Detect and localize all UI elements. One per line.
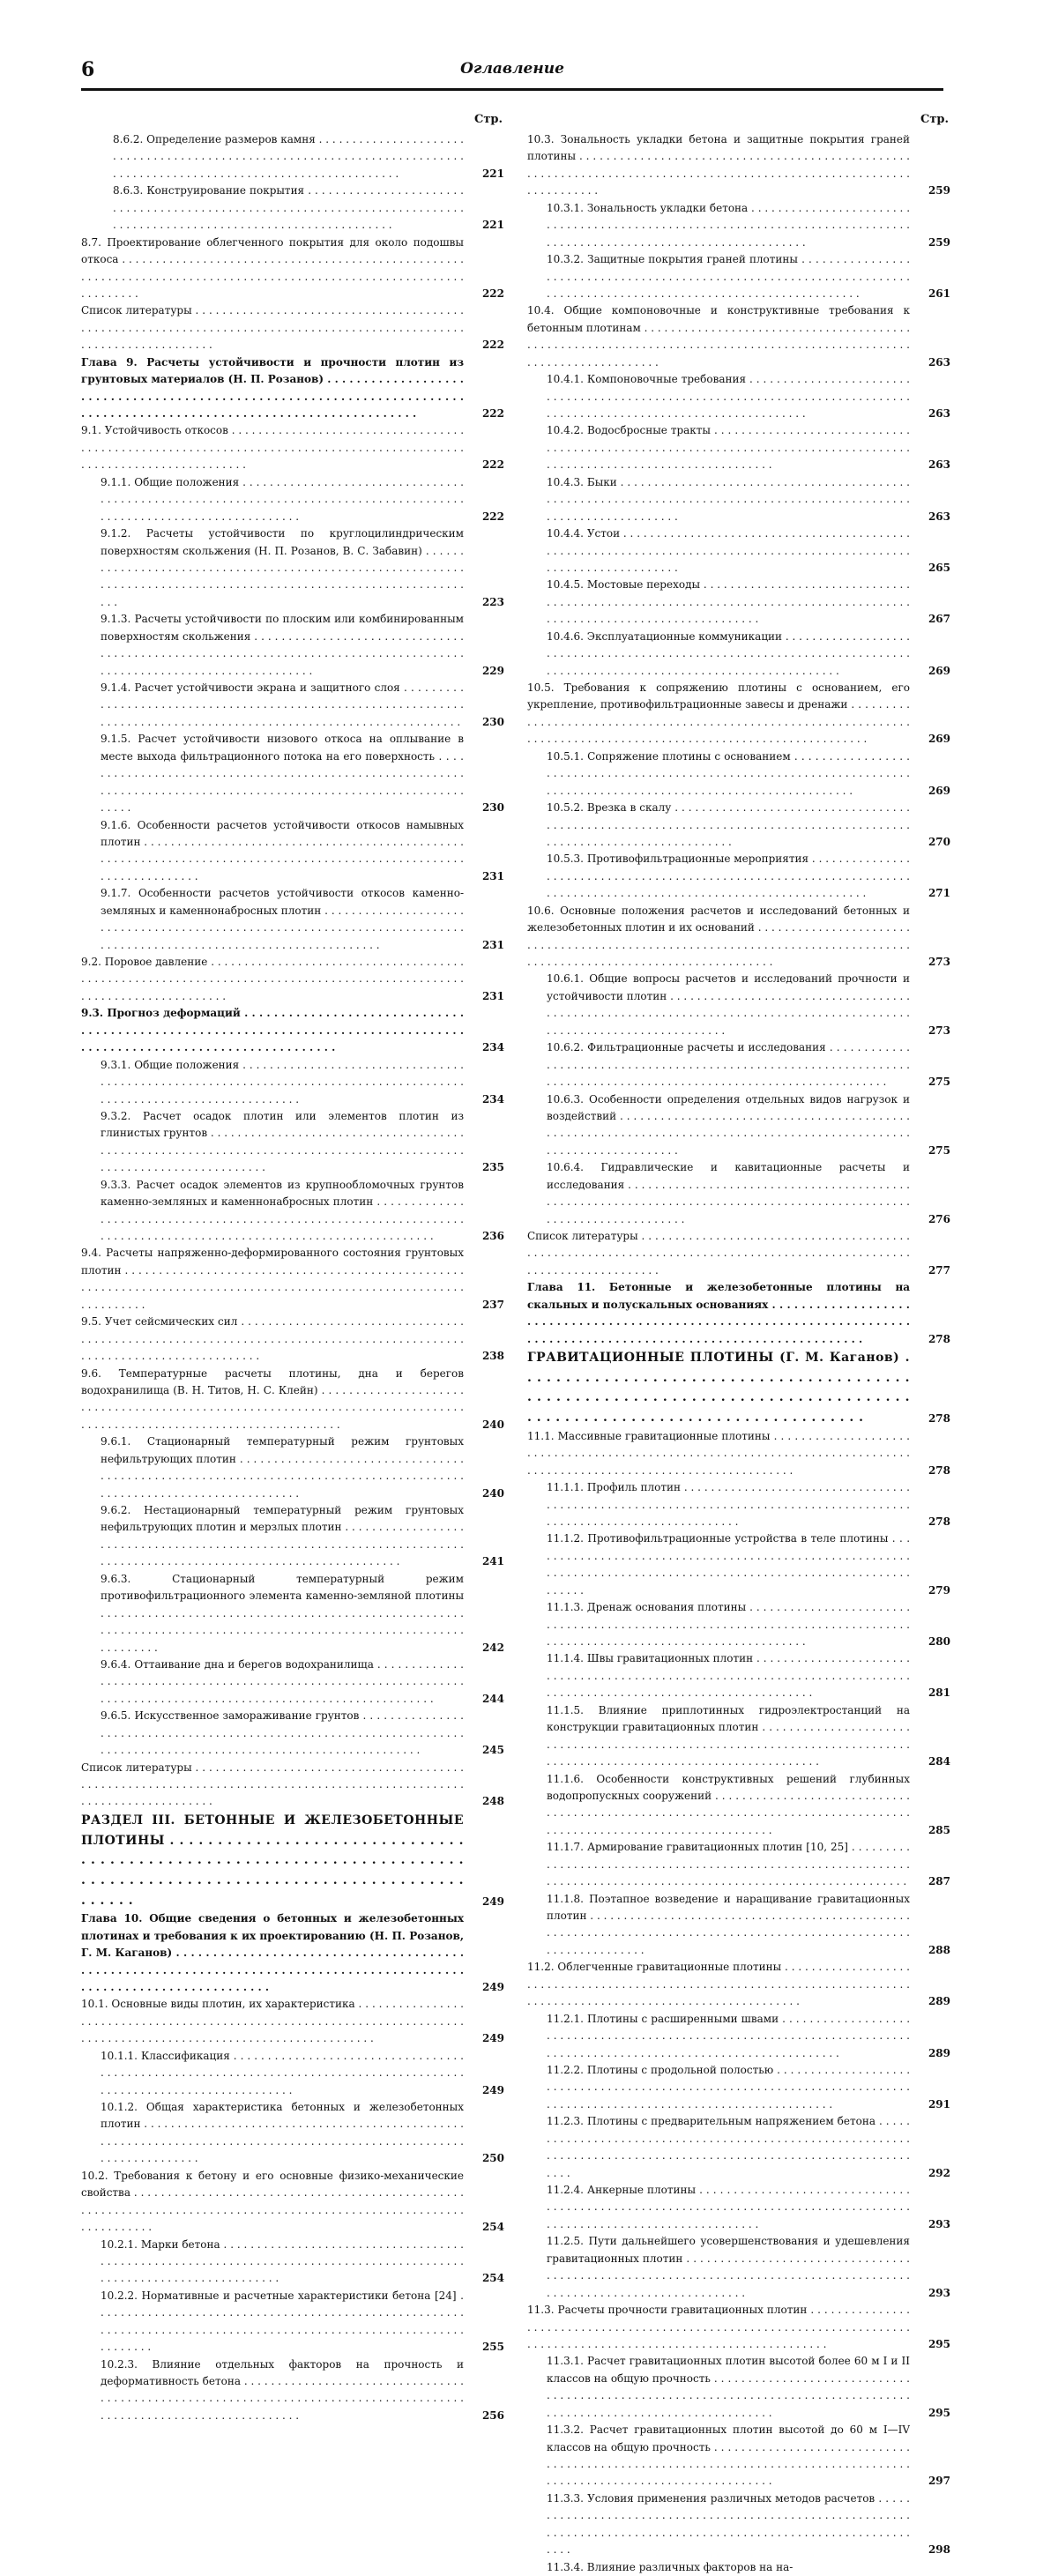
toc-entry-title: 11.1.7. Армирование гравитационных плотин [10, 25] . . . — [547, 1839, 910, 1890]
toc-entry-page: 223 — [481, 595, 504, 608]
toc-entry — [81, 1502, 504, 1571]
toc-entry-page: 249 — [481, 1895, 504, 1908]
toc-entry-title: 10.6. Основные положения расчетов и исследований бетонных и железобетонных плотин и их оснований . . . — [527, 903, 910, 972]
toc-entry — [81, 182, 504, 234]
toc-entry — [527, 474, 950, 525]
toc-entry-title: 11.1.2. Противофильтрационные устройства в теле плотины . . . — [547, 1530, 910, 1599]
toc-entry-title: 9.2. Поровое давление . . . — [81, 954, 464, 1005]
toc-entry-title: 10.4.2. Водосбросные тракты . . . — [547, 422, 910, 473]
toc-entry-page: 241 — [481, 1555, 504, 1568]
toc-entry-title: 10.6.1. Общие вопросы расчетов и исследований прочности и устойчивости плотин . . . — [547, 971, 910, 1039]
toc-entry — [527, 680, 950, 748]
toc-entry — [527, 1348, 950, 1428]
toc-entry-page: 234 — [481, 1041, 504, 1054]
header-rule — [81, 88, 943, 91]
toc-entry — [527, 2062, 950, 2113]
toc-entry-page: 231 — [481, 989, 504, 1002]
toc-entry — [527, 2490, 950, 2559]
toc-entry-page: 269 — [928, 784, 950, 797]
toc-entry-page: 222 — [481, 287, 504, 300]
toc-entry-title: 10.4. Общие компоновочные и конструктивные требования к бетонным плотинам . . . — [527, 302, 910, 371]
toc-entry-page: 237 — [481, 1298, 504, 1311]
toc-entry-title: 10.1.2. Общая характеристика бетонных и железобетонных плотин . . . — [101, 2099, 464, 2168]
toc-entry — [81, 1245, 504, 1314]
toc-entry-page: 222 — [481, 407, 504, 420]
toc-entry-title: Глава 10. Общие сведения о бетонных и железобетонных плотинах и требования к их проектированию (Н. П. Розанов, Г. М. Каганов) . . . — [81, 1910, 464, 1996]
toc-entry-page: 280 — [928, 1635, 950, 1648]
toc-entry — [527, 525, 950, 577]
toc-entry — [81, 1366, 504, 1434]
toc-entry-title: 10.4.4. Устои . . . — [547, 525, 910, 577]
toc-entry-title: 11.1.8. Поэтапное возведение и наращивание гравитационных плотин . . . — [547, 1891, 910, 1960]
toc-entry-page: 231 — [481, 938, 504, 951]
toc-entry-page: 222 — [481, 510, 504, 523]
toc-entry-title: РАЗДЕЛ III. БЕТОННЫЕ И ЖЕЛЕЗОБЕТОННЫЕ ПЛОТИНЫ . . . — [81, 1811, 464, 1910]
toc-entry-page: 254 — [481, 2272, 504, 2285]
toc-entry — [527, 800, 950, 851]
toc-entry-page: 263 — [928, 407, 950, 420]
page-number: 6 — [81, 58, 95, 81]
toc-entry-title: 10.1.1. Классификация . . . — [101, 2048, 464, 2099]
toc-entry-page: 230 — [481, 801, 504, 815]
toc-entry-page: 269 — [928, 733, 950, 746]
toc-entry-title: Список литературы . . . — [527, 1228, 910, 1279]
toc-entry — [81, 1811, 504, 1910]
toc-entry — [81, 354, 504, 423]
toc-entry — [527, 1228, 950, 1279]
toc-entry-title: 11.3.4. Влияние различных факторов на на- — [547, 2560, 794, 2573]
toc-entry-page: 222 — [481, 339, 504, 352]
toc-entry — [527, 422, 950, 473]
toc-entry-page: 278 — [928, 1412, 950, 1426]
toc-entry-page: 288 — [928, 1943, 950, 1956]
toc-entry-page: 295 — [928, 2337, 950, 2350]
toc-entry-title: 11.2.1. Плотины с расширенными швами . . . — [547, 2011, 910, 2062]
toc-entry-title: 10.1. Основные виды плотин, их характеристика . . . — [81, 1996, 464, 2047]
toc-left-column — [81, 113, 504, 2424]
toc-entry-page: 281 — [928, 1686, 950, 1700]
toc-entry-title: 9.1. Устойчивость откосов . . . — [81, 422, 464, 473]
toc-entry — [81, 885, 504, 954]
toc-entry-page: 273 — [928, 956, 950, 968]
toc-entry-page: 293 — [928, 2286, 950, 2299]
toc-entry — [527, 748, 950, 800]
toc-right-column — [527, 113, 950, 2576]
toc-entry-page: 271 — [928, 887, 950, 900]
toc-entry-title: 9.1.4. Расчет устойчивости экрана и защитного слоя . . . — [101, 680, 464, 731]
toc-entry-title: 9.1.3. Расчеты устойчивости по плоским или комбинированным поверхностям скольжения . . . — [101, 611, 464, 680]
toc-entry — [527, 1091, 950, 1160]
toc-entry-title: 9.3.1. Общие положения . . . — [101, 1057, 464, 1108]
toc-entry — [81, 954, 504, 1005]
toc-entry-title: 10.3.1. Зональность укладки бетона . . . — [547, 200, 910, 251]
toc-entry — [81, 1708, 504, 1759]
toc-entry-title: 10.4.3. Быки . . . — [547, 474, 910, 525]
toc-entry — [527, 1039, 950, 1091]
toc-entry-page: 256 — [481, 2408, 504, 2422]
toc-entry-title: 11.1.1. Профиль плотин . . . — [547, 1479, 910, 1530]
toc-entry — [527, 577, 950, 628]
toc-entry-title: 10.2. Требования к бетону и его основные физико-механические свойства . . . — [81, 2168, 464, 2237]
toc-entry — [527, 2113, 950, 2182]
toc-entry-page: 284 — [928, 1755, 950, 1768]
toc-entry-title: 9.4. Расчеты напряженно-деформированного состояния грунтовых плотин . . . — [81, 1245, 464, 1314]
toc-entry-title: 8.7. Проектирование облегченного покрытия для около подошвы откоса . . . — [81, 235, 464, 303]
toc-entry — [81, 1005, 504, 1056]
toc-entry-title: 10.5.3. Противофильтрационные мероприятия . . . — [547, 851, 910, 902]
toc-entry-page: 291 — [928, 2097, 950, 2111]
toc-entry-title: 11.1.3. Дренаж основания плотины . . . — [547, 1599, 910, 1650]
toc-entry — [527, 1599, 950, 1650]
toc-entry-page: 242 — [481, 1641, 504, 1654]
toc-entry-page: 229 — [481, 664, 504, 677]
toc-entry-title: Глава 11. Бетонные и железобетонные плотины на скальных и полускальных основаниях . . . — [527, 1279, 910, 1348]
toc-entry-title: 9.5. Учет сейсмических сил . . . — [81, 1314, 464, 1365]
toc-entry-title: 10.5. Требования к сопряжению плотины с основанием, его укрепление, противофильтрационные завесы и дренажи . . . — [527, 680, 910, 748]
toc-entry — [81, 1571, 504, 1657]
toc-entry-page: 236 — [481, 1230, 504, 1242]
toc-entry — [527, 1771, 950, 1840]
toc-entry-title: 10.4.5. Мостовые переходы . . . — [547, 577, 910, 628]
toc-entry-title: 10.2.1. Марки бетона . . . — [101, 2237, 464, 2288]
toc-entry-page: 231 — [481, 869, 504, 882]
toc-entry-page: 221 — [481, 167, 504, 180]
toc-entry — [81, 235, 504, 303]
toc-entry — [527, 1650, 950, 1701]
toc-entry-page: 270 — [928, 835, 950, 848]
toc-entry-title: 10.6.3. Особенности определения отдельных видов нагрузок и воздействий . . . — [547, 1091, 910, 1160]
toc-entry — [81, 817, 504, 886]
toc-entry-page: 278 — [928, 1332, 950, 1345]
toc-entry-page: 263 — [928, 458, 950, 472]
toc-entry — [81, 2168, 504, 2237]
toc-entry — [81, 1996, 504, 2047]
toc-entry — [81, 611, 504, 680]
toc-entry — [81, 2356, 504, 2425]
toc-entry-title: 10.4.6. Эксплуатационные коммуникации . . . — [547, 629, 910, 680]
toc-entry-title: Список литературы . . . — [81, 1760, 464, 1811]
toc-entry-page: 295 — [928, 2406, 950, 2419]
toc-entry — [81, 1314, 504, 1365]
toc-entry-page: 255 — [481, 2341, 504, 2354]
toc-entry-title: 8.6.3. Конструирование покрытия . . . — [113, 182, 464, 234]
toc-entry — [527, 2302, 950, 2353]
toc-entry-page: 235 — [481, 1161, 504, 1174]
toc-entry — [527, 1479, 950, 1530]
toc-entry — [527, 2182, 950, 2233]
toc-entry-title: 9.3.3. Расчет осадок элементов из крупнообломочных грунтов каменно-земляных и каменнонабросных плотин . . . — [101, 1177, 464, 1246]
toc-entry — [527, 131, 950, 200]
toc-entry-title: ГРАВИТАЦИОННЫЕ ПЛОТИНЫ (Г. М. Каганов) . . . — [527, 1348, 910, 1428]
toc-entry — [81, 1433, 504, 1502]
toc-entry-title: 11.3.1. Расчет гравитационных плотин высотой более 60 м I и II классов на общую прочность . . . — [547, 2353, 910, 2422]
toc-entry-page: 254 — [481, 2221, 504, 2234]
toc-entry-page: 263 — [928, 510, 950, 523]
toc-entry-title: 10.6.2. Фильтрационные расчеты и исследования . . . — [547, 1039, 910, 1091]
toc-entry — [527, 1279, 950, 1348]
running-title: Оглавление — [460, 60, 564, 78]
toc-entry-page: 240 — [481, 1418, 504, 1431]
toc-entry-title: 9.1.2. Расчеты устойчивости по круглоцилиндрическим поверхностям скольжения (Н. П. Розанов, В. С. Забавин) . . . — [101, 525, 464, 611]
toc-entry-title: 10.2.3. Влияние отдельных факторов на прочность и деформативность бетона . . . — [101, 2356, 464, 2425]
toc-entry-title: 9.1.5. Расчет устойчивости низового откоса на оплывание в месте выхода фильтрационного потока на его поверхность . . . — [101, 731, 464, 816]
toc-entry — [81, 1108, 504, 1177]
toc-entry-page: 278 — [928, 1463, 950, 1477]
toc-entry-title: 11.1.5. Влияние приплотинных гидроэлектростанций на конструкции гравитационных плотин . . . — [547, 1702, 910, 1771]
toc-entry — [527, 2233, 950, 2302]
toc-entry-title: 11.1. Массивные гравитационные плотины . . . — [527, 1428, 910, 1479]
toc-entry-title: 9.3.2. Расчет осадок плотин или элементов плотин из глинистых грунтов . . . — [101, 1108, 464, 1177]
toc-entry-page: 238 — [481, 1350, 504, 1363]
toc-entry-title: 11.2.4. Анкерные плотины . . . — [547, 2182, 910, 2233]
toc-entry-page: 289 — [928, 2046, 950, 2059]
toc-entry-title: 10.2.2. Нормативные и расчетные характеристики бетона [24] . . . — [101, 2288, 464, 2356]
toc-entry — [81, 474, 504, 525]
toc-entry-title: 9.1.6. Особенности расчетов устойчивости откосов намывных плотин . . . — [101, 817, 464, 886]
toc-entry — [527, 1891, 950, 1960]
toc-entry — [527, 1428, 950, 1479]
page-label: Стр. — [920, 113, 949, 126]
toc-entry — [527, 1839, 950, 1890]
toc-entry — [81, 1177, 504, 1246]
toc-entry-page: 259 — [928, 184, 950, 197]
toc-entry-page: 244 — [481, 1692, 504, 1705]
toc-entry-page: 297 — [928, 2475, 950, 2488]
toc-entry-title: 11.1.6. Особенности конструктивных решений глубинных водопропускных сооружений . . . — [547, 1771, 910, 1840]
toc-entry-title: 11.3. Расчеты прочности гравитационных плотин . . . — [527, 2302, 910, 2353]
toc-entry — [527, 1702, 950, 1771]
toc-entry — [81, 1057, 504, 1108]
toc-entry-page: 279 — [928, 1583, 950, 1597]
toc-entry-title: 11.1.4. Швы гравитационных плотин . . . — [547, 1650, 910, 1701]
toc-entry — [81, 1657, 504, 1708]
toc-entry-page: 222 — [481, 458, 504, 472]
toc-entry — [527, 251, 950, 302]
toc-entry — [81, 731, 504, 816]
toc-entry-title: 8.6.2. Определение размеров камня . . . — [113, 131, 464, 182]
toc-entry-title: 11.3.2. Расчет гравитационных плотин высотой до 60 м I—IV классов на общую прочность . . . — [547, 2422, 910, 2490]
toc-entry — [81, 302, 504, 354]
toc-entry-title: 9.6.4. Оттаивание дна и берегов водохранилища . . . — [101, 1657, 464, 1708]
toc-entry — [527, 1530, 950, 1599]
toc-entry-page: 285 — [928, 1823, 950, 1836]
toc-entry — [81, 2099, 504, 2168]
toc-entry — [81, 422, 504, 473]
toc-entry — [527, 851, 950, 902]
toc-entry-title: 10.3.2. Защитные покрытия граней плотины . . . — [547, 251, 910, 302]
toc-entry-page: 275 — [928, 1076, 950, 1089]
toc-entry — [81, 1910, 504, 1996]
toc-entry-page: 250 — [481, 2152, 504, 2165]
toc-entry-title: 9.3. Прогноз деформаций . . . — [81, 1005, 464, 1056]
toc-entry-page: 275 — [928, 1143, 950, 1157]
toc-entry — [81, 680, 504, 731]
toc-entry-title: 10.5.2. Врезка в скалу . . . — [547, 800, 910, 851]
toc-entry-page: 245 — [481, 1744, 504, 1757]
toc-entry-page: 248 — [481, 1795, 504, 1808]
toc-entry-title: Список литературы . . . — [81, 302, 464, 354]
toc-entry-page: 267 — [928, 613, 950, 626]
toc-entry — [527, 302, 950, 371]
toc-entry-page: 261 — [928, 287, 950, 300]
toc-entry-page: 221 — [481, 219, 504, 232]
toc-entry — [81, 131, 504, 182]
toc-entry-page: 269 — [928, 664, 950, 677]
toc-entry-title: 9.6.2. Нестационарный температурный режим грунтовых нефильтрующих плотин и мерзлых плотин . . . — [101, 1502, 464, 1571]
toc-entry-page: 287 — [928, 1875, 950, 1888]
toc-entry — [81, 525, 504, 611]
toc-entry-page: 249 — [481, 2083, 504, 2096]
toc-entry — [527, 371, 950, 422]
page-header — [81, 51, 943, 86]
toc-entry-page: 278 — [928, 1515, 950, 1528]
toc-entry-title: 11.2.5. Пути дальнейшего усовершенствования и удешевления гравитационных плотин . . . — [547, 2233, 910, 2302]
toc-entry — [527, 1959, 950, 2010]
toc-entry-title: 9.6.1. Стационарный температурный режим грунтовых нефильтрующих плотин . . . — [101, 1433, 464, 1502]
toc-entry-title: 11.3.3. Условия применения различных методов расчетов . . . — [547, 2490, 910, 2559]
toc-entry-title: 10.4.1. Компоновочные требования . . . — [547, 371, 910, 422]
toc-entry — [81, 1760, 504, 1811]
toc-entry-page: 298 — [928, 2543, 950, 2557]
toc-entries-right — [527, 131, 950, 2576]
toc-entries-left — [81, 131, 504, 2424]
toc-entry-title: 11.2. Облегченные гравитационные плотины . . . — [527, 1959, 910, 2010]
toc-entry-title: 9.6. Температурные расчеты плотины, дна и берегов водохранилища (В. Н. Титов, Н. С. Клейн) . . . — [81, 1366, 464, 1434]
toc-entry — [527, 971, 950, 1039]
toc-entry-title: Глава 9. Расчеты устойчивости и прочности плотин из грунтовых материалов (Н. П. Розанов) . . . — [81, 354, 464, 423]
toc-entry — [527, 200, 950, 251]
toc-entry-page: 263 — [928, 355, 950, 369]
toc-entry — [527, 903, 950, 972]
toc-entry-page: 292 — [928, 2166, 950, 2179]
toc-entry — [527, 2422, 950, 2490]
toc-entry-title: 11.2.3. Плотины с предварительным напряжением бетона . . . — [547, 2113, 910, 2182]
toc-entry — [527, 629, 950, 680]
toc-entry — [527, 2011, 950, 2062]
toc-entry-title: 9.6.3. Стационарный температурный режим противофильтрационного элемента каменно-земляной плотины . . . — [101, 1571, 464, 1657]
toc-entry-page: 234 — [481, 1092, 504, 1106]
toc-entry-title: 9.1.1. Общие положения . . . — [101, 474, 464, 525]
toc-entry-page: 289 — [928, 1995, 950, 2008]
toc-entry-page: 277 — [928, 1263, 950, 1277]
toc-entry-page: 230 — [481, 715, 504, 728]
toc-entry-page: 273 — [928, 1024, 950, 1037]
toc-entry-title: 10.3. Зональность укладки бетона и защитные покрытия граней плотины . . . — [527, 131, 910, 200]
toc-entry-page: 293 — [928, 2217, 950, 2230]
toc-entry-title: 11.2.2. Плотины с продольной полостью . . . — [547, 2062, 910, 2113]
toc-entry-page: 265 — [928, 561, 950, 574]
toc-entry — [527, 1159, 950, 1228]
toc-entry — [81, 2288, 504, 2356]
toc-entry — [527, 2559, 950, 2576]
toc-entry-page: 240 — [481, 1486, 504, 1500]
toc-entry-title: 9.6.5. Искусственное замораживание грунтов . . . — [101, 1708, 464, 1759]
toc-entry-title: 9.1.7. Особенности расчетов устойчивости откосов каменно-земляных и каменнонабросных плотин . . . — [101, 885, 464, 954]
toc-entry-title: 10.6.4. Гидравлические и кавитационные расчеты и исследования . . . — [547, 1159, 910, 1228]
toc-entry-page: 276 — [928, 1212, 950, 1225]
toc-entry — [81, 2048, 504, 2099]
toc-entry-title: 10.5.1. Сопряжение плотины с основанием . . . — [547, 748, 910, 800]
toc-entry-page: 249 — [481, 2032, 504, 2045]
page-label: Стр. — [473, 113, 503, 126]
toc-entry-page: 259 — [928, 235, 950, 249]
toc-entry-page: 249 — [481, 1980, 504, 1993]
toc-entry — [527, 2353, 950, 2422]
toc-entry — [81, 2237, 504, 2288]
